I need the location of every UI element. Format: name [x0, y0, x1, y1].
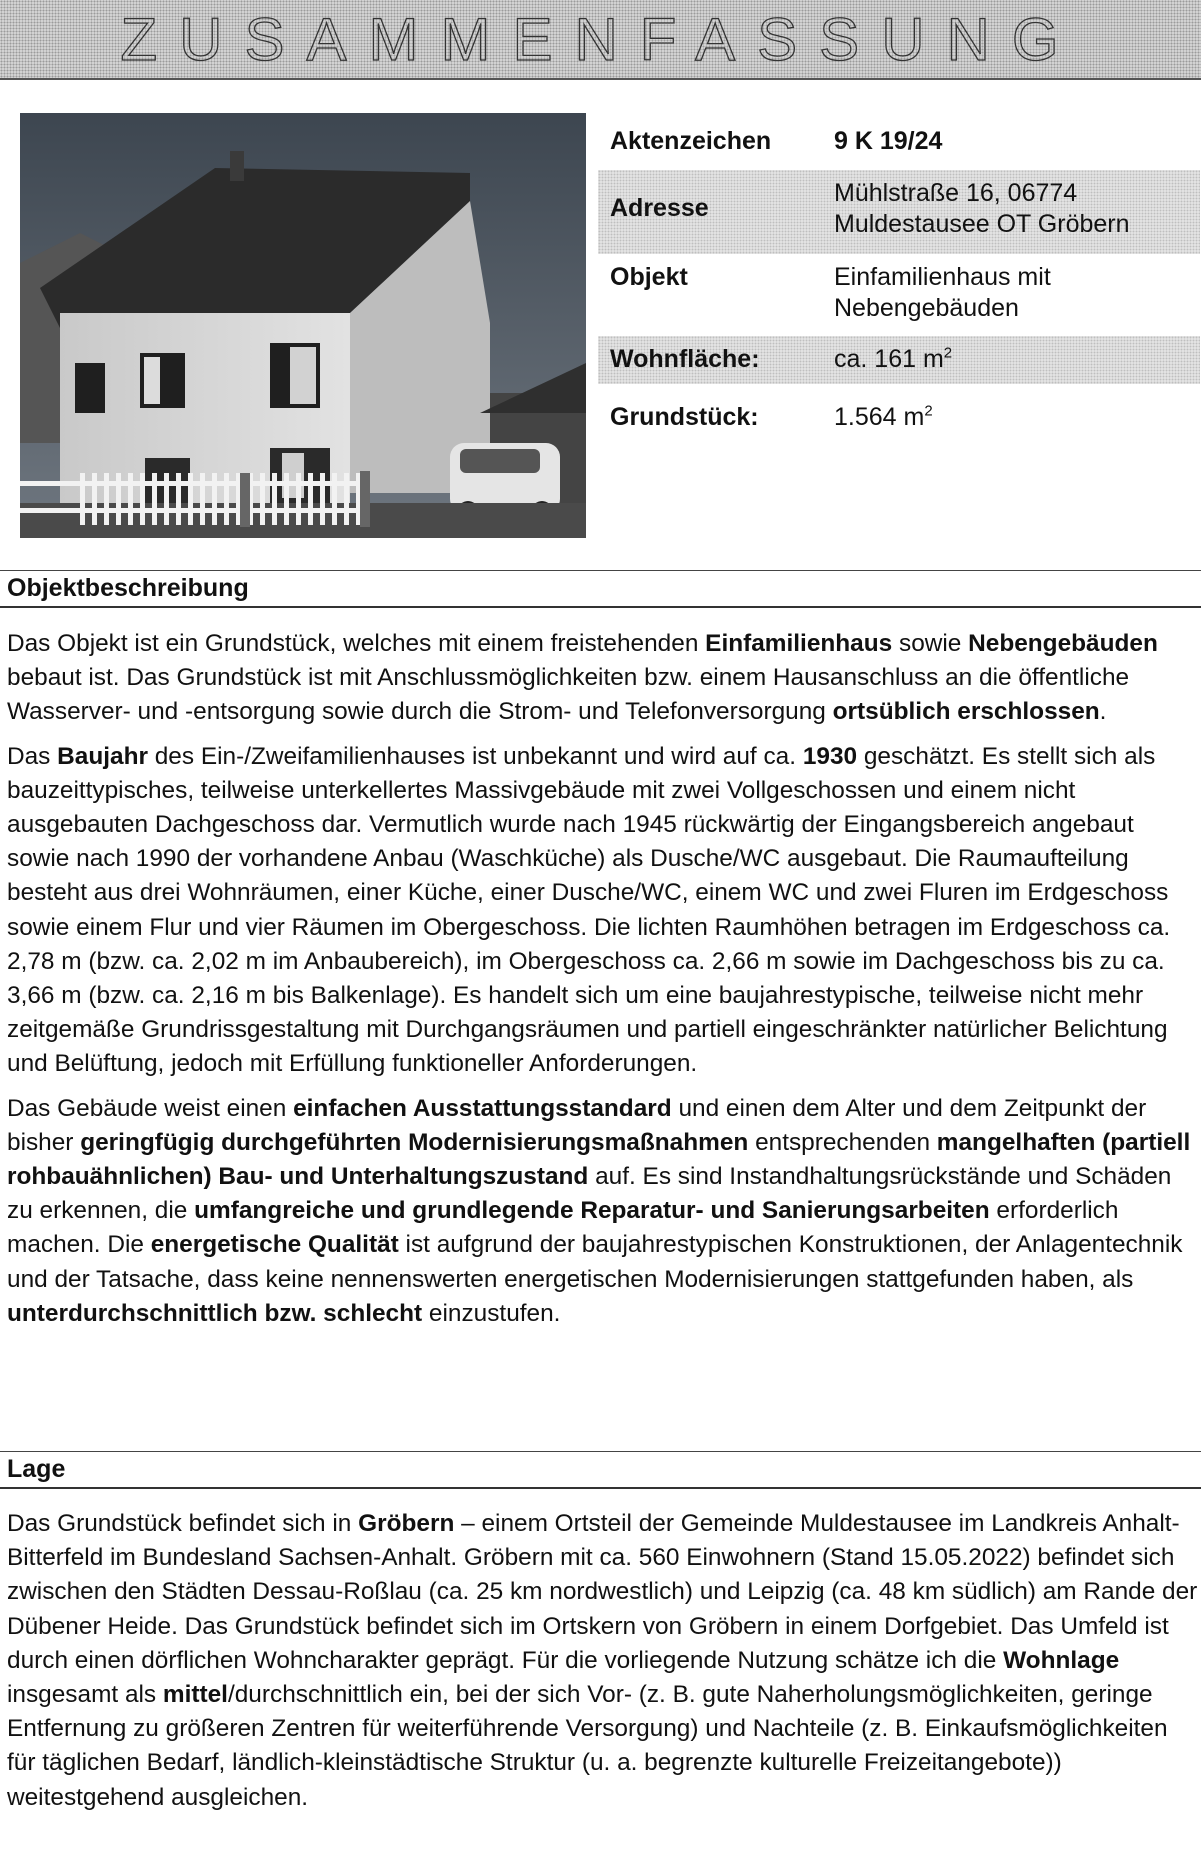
bold-text: Nebengebäuden — [968, 630, 1158, 657]
fact-label: Adresse — [610, 194, 709, 222]
bold-text: umfangreiche und grundlegende Reparatur- und Sanierungsarbeiten — [194, 1197, 990, 1225]
fact-value — [834, 344, 1190, 375]
house-photo — [20, 113, 586, 538]
bold-text: Wohnlage — [1003, 1646, 1120, 1674]
bold-text: mittel — [162, 1681, 228, 1709]
fact-value-line: Mühlstraße 16, 06774 — [834, 179, 1078, 207]
bold-text: mangelhaften (partiell rohbauähnlichen) Bau- und Unterhaltungszustand — [7, 1128, 1191, 1191]
page-title: ZUSAMMENFASSUNG — [120, 6, 1081, 73]
fact-value-text: ca. 161 m — [834, 345, 944, 373]
fact-value-line: Einfamilienhaus mit — [834, 263, 1051, 291]
fact-value-text: 1.564 m — [834, 403, 925, 431]
fact-value — [834, 178, 1190, 240]
bold-text: Einfamilienhaus — [705, 630, 893, 657]
fact-value-unit-exponent: 2 — [924, 402, 933, 420]
house-photo-icon — [20, 113, 586, 538]
paragraph: Das Gebäude weist einen einfachen Ausstattungsstandard und einen dem Alter und dem Zeitpunkt der bisher geringfügig durchgeführten Modernisierungsmaßnahmen entsprechenden mangelhaften (partiell rohbauähnlichen) Bau- und Unterhaltungszustand auf. Es sind Instandhaltungsrückstände und Schäden zu erkennen, die umfangreiche und grundlegende Reparatur- und Sanierungsarbeiten erforderlich machen. Die energetische Qualität ist aufgrund der baujahrestypischen Konstruktionen, der Anlagentechnik und der Tatsache, dass keine nennenswerten energetischen Modernisierungen stattgefunden haben, als unterdurchschnittlich bzw. schlecht einzustufen. — [7, 1094, 1191, 1327]
fact-row-adresse — [598, 170, 1200, 254]
fact-row-grundstueck — [598, 384, 1200, 444]
header-banner — [0, 0, 1201, 80]
section-heading-objektbeschreibung: Objektbeschreibung — [0, 570, 1201, 608]
fact-value-line: Muldestausee OT Gröbern — [834, 210, 1130, 238]
bold-text: 1930 — [802, 742, 858, 770]
fact-label: Grundstück: — [610, 403, 759, 431]
fact-row-objekt — [598, 254, 1200, 336]
fact-value — [834, 402, 1190, 433]
bold-text: geringfügig durchgeführten Modernisierungsmaßnahmen — [80, 1128, 749, 1156]
bold-text: einfachen Ausstattungsstandard — [293, 1094, 672, 1122]
fact-value-line: Nebengebäuden — [834, 294, 1019, 322]
paragraph: Das Baujahr des Ein-/Zweifamilienhauses ist unbekannt und wird auf ca. 1930 geschätzt. Es stellt sich als bauzeittypisches, teilweise unterkellertes Massivgebäude mit zwei Vollgeschossen und einem nicht ausgebauten Dachgeschoss dar. Vermutlich wurde nach 1945 rückwärtig der Eingangsbereich angebaut sowie nach 1990 der vorhandene Anbau (Waschküche) als Dusche/WC ausgebaut. Die Raumaufteilung besteht aus drei Wohnräumen, einer Küche, einer Dusche/WC, einem WC und zwei Fluren im Erdgeschoss sowie einem Flur und vier Räumen im Obergeschoss. Die lichten Raumhöhen betragen im Erdgeschoss ca. 2,78 m (bzw. ca. 2,02 m im Anbaubereich), im Obergeschoss ca. 2,66 m sowie im Dachgeschoss bis zu ca. 3,66 m (bzw. ca. 2,16 m bis Balkenlage). Es handelt sich um eine baujahrestypische, teilweise nicht mehr zeitgemäße Grundrissgestaltung mit Durchgangsräumen und partiell eingeschränkter natürlicher Belichtung und Belüftung, jedoch mit Erfüllung funktioneller Anforderungen. — [7, 742, 1171, 1078]
fact-label: Objekt — [610, 263, 688, 291]
fact-label: Wohnfläche: — [610, 345, 760, 373]
section-heading-lage: Lage — [0, 1451, 1201, 1489]
bold-text: ortsüblich erschlossen — [832, 698, 1100, 726]
bold-text: unterdurchschnittlich bzw. schlecht — [7, 1299, 423, 1327]
paragraph: Das Objekt ist ein Grundstück, welches mit einem freistehenden Einfamilienhaus sowie Nebengebäuden bebaut ist. Das Grundstück ist mit Anschlussmöglichkeiten bzw. einem Hausanschluss an die öffentliche Wasserver- und -entsorgung sowie durch die Strom- und Telefonversorgung ortsüblich erschlossen. — [7, 630, 1158, 726]
bold-text: energetische Qualität — [150, 1231, 399, 1259]
fact-row-aktenzeichen — [598, 118, 1200, 170]
paragraph: Das Grundstück befindet sich in Gröbern – einem Ortsteil der Gemeinde Muldestausee im Landkreis Anhalt-Bitterfeld im Bundesland Sachsen-Anhalt. Gröbern mit ca. 560 Einwohnern (Stand 15.05.2022) befindet sich zwischen den Städten Dessau-Roßlau (ca. 25 km nordwestlich) und Leipzig (ca. 48 km südlich) am Rande der Dübener Heide. Das Grundstück befindet sich im Ortskern von Gröbern in einem Dorfgebiet. Das Umfeld ist durch einen dörflichen Wohncharakter geprägt. Für die vorliegende Nutzung schätze ich die Wohnlage insgesamt als mittel/durchschnittlich ein, bei der sich Vor- (z. B. gute Naherholungsmöglichkeiten, geringe Entfernung zu größeren Zentren für weiterführende Versorgung) und Nachteile (z. B. Einkaufsmöglichkeiten für täglichen Bedarf, ländlich-kleinstädtische Struktur (u. a. begrenzte kulturelle Freizeitangebote)) weitestgehend ausgleichen. — [7, 1510, 1198, 1811]
section-body-objektbeschreibung — [7, 627, 1199, 1341]
fact-value — [834, 262, 1190, 324]
section-body-lage — [7, 1507, 1199, 1825]
key-facts-table — [598, 118, 1200, 444]
fact-value: 9 K 19/24 — [834, 127, 943, 155]
bold-text: Gröbern — [358, 1510, 455, 1537]
bold-text: Baujahr — [57, 742, 148, 770]
fact-label: Aktenzeichen — [610, 127, 772, 155]
fact-row-wohnflaeche — [598, 336, 1200, 384]
fact-value-unit-exponent: 2 — [943, 344, 953, 362]
